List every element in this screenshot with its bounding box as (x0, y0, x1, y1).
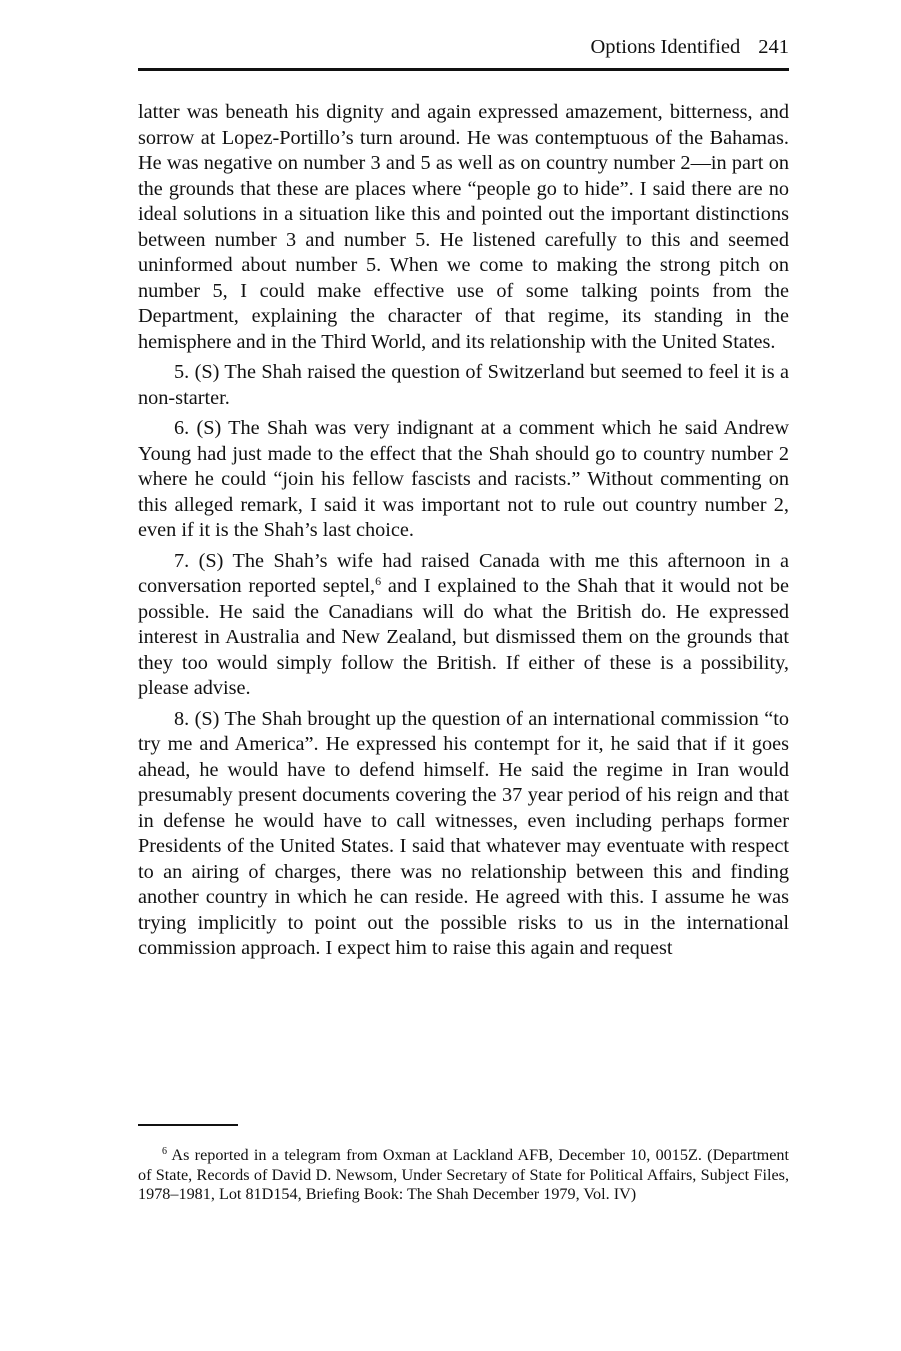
paragraph-continued: latter was beneath his dignity and again expressed amazement, bitterness, and sorrow at Lopez-Portillo’s turn around. He was contemptuous of the Bahamas. He was negative on number 3 and 5 as well as on country number 2—in part on the grounds that these are places where “people go to hide”. I said there are no ideal solutions in a situation like this and pointed out the important distinctions between number 3 and number 5. He listened carefully to this and seemed uninformed about number 5. When we come to making the strong pitch on number 5, I could make effective use of some talking points from the Department, explaining the character of that regime, its standing in the hemisphere and in the Third World, and its relationship with the United States. (138, 101, 789, 353)
paragraph-7-text-after-note: and I explained to the Shah that it would not be possible. He said the Canadians will do what the British do. He expressed interest in Australia and New Zealand, but dismissed them on the grounds that they too would simply follow the British. If either of these is a possibility, please advise. (138, 575, 789, 699)
footnote-separator (138, 1124, 238, 1126)
paragraph-7-text-before-note: 7. (S) The Shah’s wife had raised Canada with me this afternoon in a conversation reported septel, (138, 549, 789, 597)
footnote-number: 6 (162, 1146, 167, 1157)
paragraph-8: 8. (S) The Shah brought up the question of an international commission “to try me and America”. He expressed his contempt for it, he said that if it goes ahead, he would have to defend himself. He said the regime in Iran would presumably present documents covering the 37 year period of his reign and that in defense he would have to call witnesses, even including perhaps former Presidents of the United States. I said that whatever may eventuate with respect to an airing of charges, there was no relationship between this and finding another country in which he can reside. He agreed with this. I assume he was trying implicitly to point out the possible risks to us in the international commission approach. I expect him to raise this again and request (138, 707, 789, 959)
footnote (138, 1146, 789, 1205)
running-header (138, 36, 789, 66)
running-title: Options Identified (590, 36, 741, 58)
footnote-reference[interactable]: 6 (375, 574, 382, 588)
paragraph-7 (138, 549, 789, 702)
footnote-text: As reported in a telegram from Oxman at Lackland AFB, December 10, 0015Z. (Department of State, Records of David D. Newsom, Under Secretary of State for Political Affairs, Subject Files, 1978–1981, Lot 81D154, Briefing Book: The Shah December 1979, Vol. IV) (138, 1146, 789, 1204)
header-rule (138, 68, 789, 71)
paragraph-5: 5. (S) The Shah raised the question of Switzerland but seemed to feel it is a non-starter. (138, 361, 789, 409)
body-text (138, 100, 789, 967)
page-number: 241 (758, 36, 789, 58)
paragraph-6: 6. (S) The Shah was very indignant at a comment which he said Andrew Young had just made to the effect that the Shah should go to country number 2 where he could “join his fellow fascists and racists.” Without commenting on this alleged remark, I said it was important not to rule out country number 2, even if it is the Shah’s last choice. (138, 417, 789, 541)
